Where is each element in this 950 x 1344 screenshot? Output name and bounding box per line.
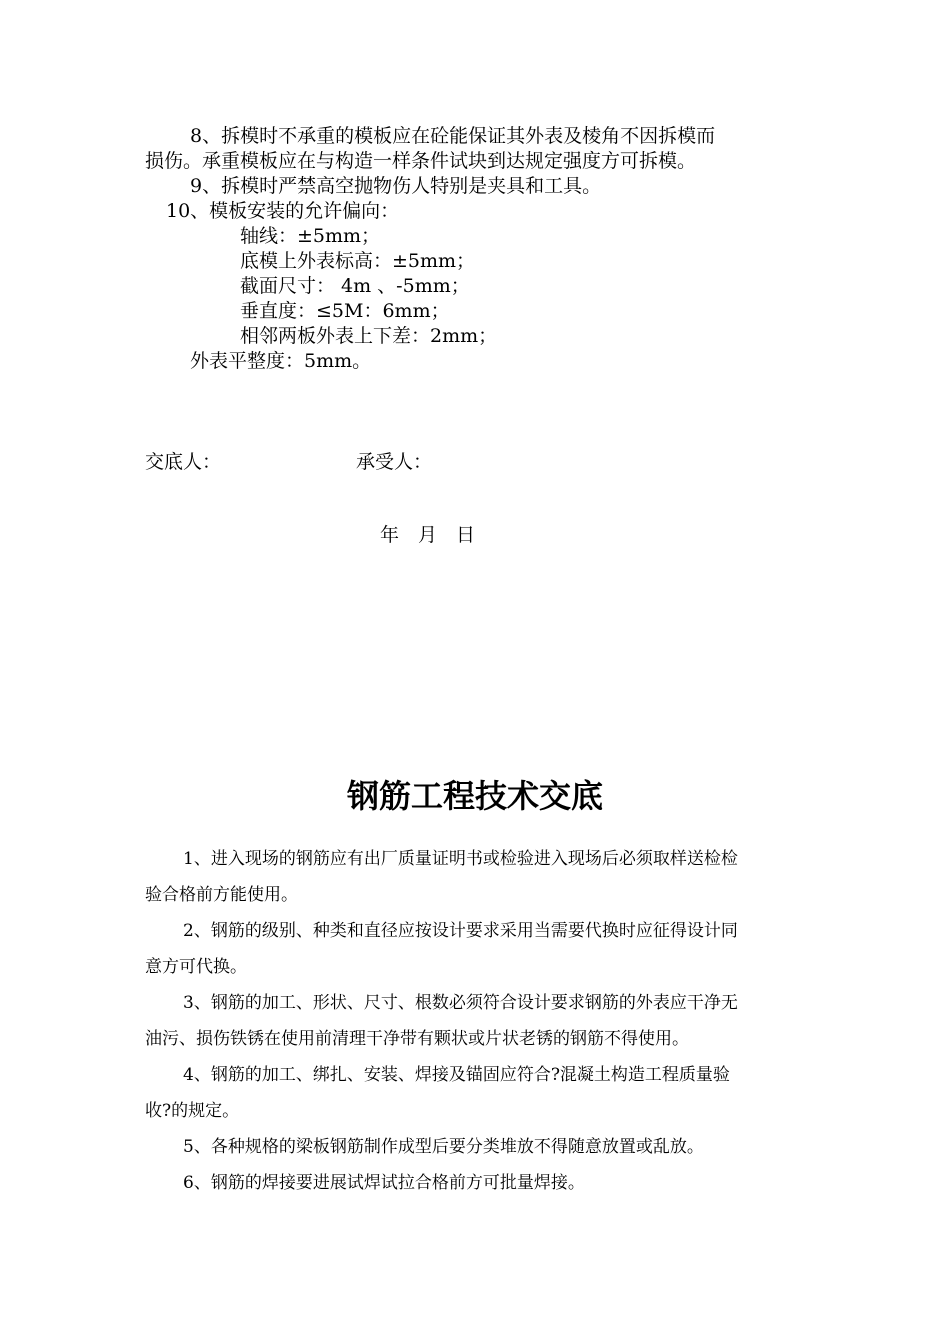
presenter-label: 交底人： bbox=[145, 451, 222, 473]
rebar-item-1-line-1: 1、进入现场的钢筋应有出厂质量证明书或检验进入现场后必须取样送检检 bbox=[183, 849, 738, 869]
item-8-line-2: 损伤。承重模板应在与构造一样条件试块到达规定强度方可拆模。 bbox=[145, 150, 697, 172]
tolerance-axis: 轴线：±5mm； bbox=[240, 225, 381, 247]
rebar-item-2-line-2: 意方可代换。 bbox=[145, 957, 247, 977]
rebar-item-3-line-2: 油污、损伤铁锈在使用前清理干净带有颗状或片状老锈的钢筋不得使用。 bbox=[145, 1029, 689, 1049]
rebar-item-3-line-1: 3、钢筋的加工、形状、尺寸、根数必须符合设计要求钢筋的外表应干净无 bbox=[183, 993, 738, 1013]
rebar-item-1-line-2: 验合格前方能使用。 bbox=[145, 885, 298, 905]
tolerance-flatness: 外表平整度：5mm。 bbox=[190, 350, 372, 372]
item-9: 9、拆模时严禁高空抛物伤人特别是夹具和工具。 bbox=[190, 175, 602, 197]
rebar-item-2-line-1: 2、钢筋的级别、种类和直径应按设计要求采用当需要代换时应征得设计同 bbox=[183, 921, 738, 941]
date-label: 年 月 日 bbox=[380, 524, 476, 546]
rebar-item-4-line-1: 4、钢筋的加工、绑扎、安装、焊接及锚固应符合?混凝土构造工程质量验 bbox=[183, 1065, 730, 1085]
receiver-label: 承受人： bbox=[356, 451, 433, 473]
tolerance-section-size: 截面尺寸： 4m 、-5mm； bbox=[240, 275, 470, 297]
rebar-item-6: 6、钢筋的焊接要进展试焊试拉合格前方可批量焊接。 bbox=[183, 1173, 585, 1193]
rebar-item-5: 5、各种规格的梁板钢筋制作成型后要分类堆放不得随意放置或乱放。 bbox=[183, 1137, 704, 1157]
item-8-line-1: 8、拆模时不承重的模板应在砼能保证其外表及棱角不因拆模而 bbox=[190, 125, 716, 147]
item-10: 10、模板安装的允许偏向： bbox=[166, 200, 400, 222]
tolerance-adjacent-difference: 相邻两板外表上下差：2mm； bbox=[240, 325, 498, 347]
rebar-item-4-line-2: 收?的规定。 bbox=[145, 1101, 240, 1121]
section-title: 钢筋工程技术交底 bbox=[346, 777, 603, 815]
tolerance-verticality: 垂直度：≤5M：6mm； bbox=[240, 300, 450, 322]
tolerance-bottom-elevation: 底模上外表标高：±5mm； bbox=[240, 250, 476, 272]
